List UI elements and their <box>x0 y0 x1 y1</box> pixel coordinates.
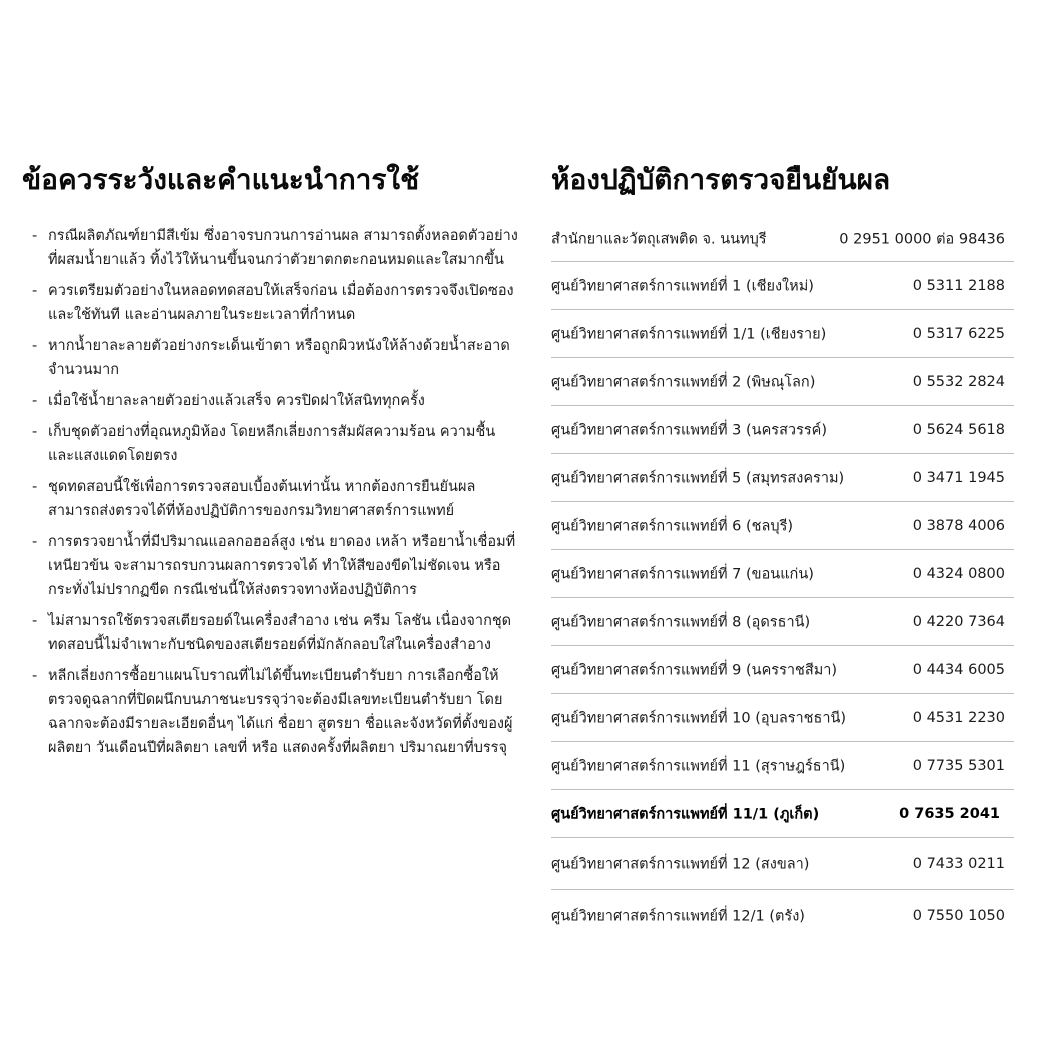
bullet-dash: - <box>32 424 38 440</box>
lab-phone: 0 2951 0000 ต่อ 98436 <box>839 231 1005 247</box>
lab-phone: 0 4324 0800 <box>912 565 1005 582</box>
precaution-item <box>22 224 518 272</box>
lab-name: ศูนย์วิทยาศาสตร์การแพทย์ที่ 10 (อุบลราชธานี) <box>551 710 847 726</box>
precaution-text: ชุดทดสอบนี้ใช้เพื่อการตรวจสอบเบื้องต้นเท่านั้น หากต้องการยืนยันผลสามารถส่งตรวจได้ที่ห้องปฏิบัติการของกรมวิทยาศาสตร์การแพทย์ <box>48 479 476 519</box>
lab-phone: 0 5624 5618 <box>912 421 1005 438</box>
precaution-text: เมื่อใช้น้ำยาละลายตัวอย่างแล้วเสร็จ ควรปิดฝาให้สนิททุกครั้ง <box>48 393 425 409</box>
precaution-item <box>22 664 518 760</box>
lab-row <box>551 262 1014 310</box>
bullet-dash: - <box>32 613 38 629</box>
lab-row <box>551 890 1014 942</box>
precaution-item <box>22 420 518 468</box>
lab-row <box>551 216 1014 262</box>
lab-phone: 0 5317 6225 <box>912 325 1005 342</box>
labs-title: ห้องปฏิบัติการตรวจยืนยันผล <box>551 163 891 196</box>
precaution-item <box>22 609 518 657</box>
precaution-text: กรณีผลิตภัณฑ์ยามีสีเข้ม ซึ่งอาจรบกวนการอ่านผล สามารถตั้งหลอดตัวอย่างที่ผสมน้ำยาแล้ว ทิ้งไว้ให้นานขึ้นจนกว่าตัวยาตกตะกอนหมดและใสมากขึ้น <box>48 228 518 268</box>
lab-name: ศูนย์วิทยาศาสตร์การแพทย์ที่ 5 (สมุทรสงคราม) <box>551 470 845 486</box>
precaution-text: การตรวจยาน้ำที่มีปริมาณแอลกอฮอล์สูง เช่น ยาดอง เหล้า หรือยาน้ำเชื่อมที่เหนียวข้น จะสามารถรบกวนผลการตรวจได้ ทำให้สีของขีดไม่ชัดเจน หรือกระทั่งไม่ปรากฏขีด กรณีเช่นนี้ให้ส่งตรวจทางห้องปฏิบัติการ <box>48 534 516 598</box>
labs-table <box>551 216 1014 942</box>
lab-phone: 0 4434 6005 <box>912 661 1005 678</box>
bullet-dash: - <box>32 228 38 244</box>
lab-phone: 0 3471 1945 <box>912 469 1005 486</box>
precaution-item <box>22 389 518 413</box>
precautions-list <box>22 224 518 760</box>
lab-phone: 0 3878 4006 <box>912 517 1005 534</box>
lab-row <box>551 838 1014 890</box>
lab-name: ศูนย์วิทยาศาสตร์การแพทย์ที่ 3 (นครสวรรค์) <box>551 422 828 438</box>
lab-row <box>551 358 1014 406</box>
lab-name: ศูนย์วิทยาศาสตร์การแพทย์ที่ 8 (อุดรธานี) <box>551 614 811 630</box>
precaution-item <box>22 475 518 523</box>
lab-row <box>551 406 1014 454</box>
lab-phone: 0 4220 7364 <box>912 613 1005 630</box>
lab-row <box>551 646 1014 694</box>
lab-name: ศูนย์วิทยาศาสตร์การแพทย์ที่ 11/1 (ภูเก็ต) <box>551 806 820 822</box>
lab-name: ศูนย์วิทยาศาสตร์การแพทย์ที่ 1 (เชียงใหม่) <box>551 278 814 294</box>
precaution-text: หลีกเลี่ยงการซื้อยาแผนโบราณที่ไม่ได้ขึ้นทะเบียนตำรับยา การเลือกซื้อให้ตรวจดูฉลากที่ปิดผนึกบนภาชนะบรรจุว่าจะต้องมีเลขทะเบียนตำรับยา โดยฉลากจะต้องมีรายละเอียดอื่นๆ ได้แก่ ชื่อยา สูตรยา ชื่อและจังหวัดที่ตั้งของผู้ผลิตยา วันเดือนปีที่ผลิตยา เลขที่ หรือ แสดงครั้งที่ผลิตยา ปริมาณยาที่บรรจุ <box>48 668 513 756</box>
lab-row <box>551 694 1014 742</box>
lab-name: ศูนย์วิทยาศาสตร์การแพทย์ที่ 12 (สงขลา) <box>551 856 810 872</box>
precautions-title: ข้อควรระวังและคำแนะนำการใช้ <box>22 163 420 196</box>
lab-row <box>551 550 1014 598</box>
lab-phone: 0 5532 2824 <box>912 373 1005 390</box>
labs-section <box>551 156 1014 942</box>
lab-row <box>551 742 1014 790</box>
lab-row <box>551 310 1014 358</box>
precaution-text: เก็บชุดตัวอย่างที่อุณหภูมิห้อง โดยหลีกเลี่ยงการสัมผัสความร้อน ความชื้น และแสงแดดโดยตรง <box>48 424 496 464</box>
precaution-item <box>22 334 518 382</box>
lab-phone: 0 5311 2188 <box>912 277 1005 294</box>
lab-row <box>551 598 1014 646</box>
bullet-dash: - <box>32 668 38 684</box>
lab-phone: 0 7735 5301 <box>912 757 1005 774</box>
lab-phone: 0 7550 1050 <box>912 908 1005 924</box>
bullet-dash: - <box>32 479 38 495</box>
precaution-text: หากน้ำยาละลายตัวอย่างกระเด็นเข้าตา หรือถูกผิวหนังให้ล้างด้วยน้ำสะอาดจำนวนมาก <box>48 338 510 378</box>
precaution-text: ควรเตรียมตัวอย่างในหลอดทดสอบให้เสร็จก่อน เมื่อต้องการตรวจจึงเปิดซองและใช้ทันที และอ่านผลภายในระยะเวลาที่กำหนด <box>48 283 514 323</box>
lab-name: ศูนย์วิทยาศาสตร์การแพทย์ที่ 12/1 (ตรัง) <box>551 908 805 925</box>
bullet-dash: - <box>32 338 38 354</box>
precaution-text: ไม่สามารถใช้ตรวจสเตียรอยด์ในเครื่องสำอาง เช่น ครีม โลชัน เนื่องจากชุดทดสอบนี้ไม่จำเพาะกับชนิดของสเตียรอยด์ที่มักลักลอบใส่ในเครื่องสำอาง <box>48 613 512 653</box>
lab-name: สำนักยาและวัตถุเสพติด จ. นนทบุรี <box>551 231 767 247</box>
precautions-section <box>22 156 518 767</box>
precaution-item <box>22 279 518 327</box>
lab-name: ศูนย์วิทยาศาสตร์การแพทย์ที่ 11 (สุราษฎร์ธานี) <box>551 758 846 774</box>
lab-row <box>551 454 1014 502</box>
lab-row <box>551 502 1014 550</box>
lab-name: ศูนย์วิทยาศาสตร์การแพทย์ที่ 2 (พิษณุโลก) <box>551 374 816 390</box>
lab-name: ศูนย์วิทยาศาสตร์การแพทย์ที่ 7 (ขอนแก่น) <box>551 566 814 582</box>
lab-phone: 0 7433 0211 <box>912 855 1005 872</box>
lab-name: ศูนย์วิทยาศาสตร์การแพทย์ที่ 9 (นครราชสีมา) <box>551 662 838 678</box>
lab-name: ศูนย์วิทยาศาสตร์การแพทย์ที่ 1/1 (เชียงราย) <box>551 326 827 342</box>
bullet-dash: - <box>32 393 38 409</box>
bullet-dash: - <box>32 534 38 550</box>
bullet-dash: - <box>32 283 38 299</box>
lab-row-highlighted <box>551 790 1014 838</box>
lab-phone: 0 4531 2230 <box>912 709 1005 726</box>
lab-name: ศูนย์วิทยาศาสตร์การแพทย์ที่ 6 (ชลบุรี) <box>551 518 794 534</box>
precaution-item <box>22 530 518 602</box>
lab-phone: 0 7635 2041 <box>899 805 1000 822</box>
